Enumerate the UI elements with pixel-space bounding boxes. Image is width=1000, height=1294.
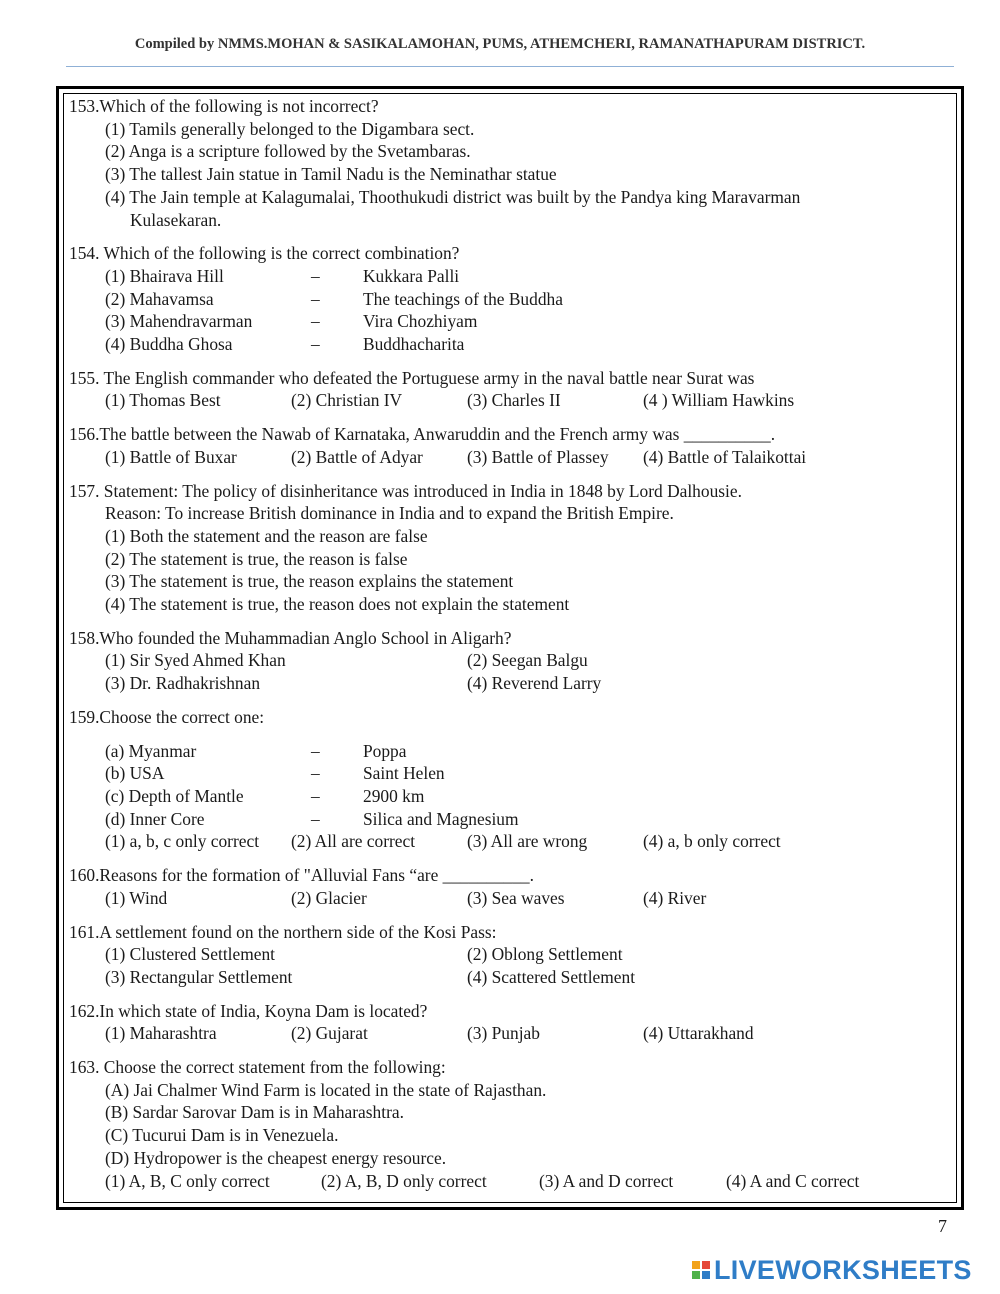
option: (1) Battle of Buxar bbox=[105, 446, 237, 467]
option: (3) Sea waves bbox=[467, 887, 565, 908]
match-left: (b) USA bbox=[105, 763, 165, 784]
match-dash: – bbox=[311, 808, 320, 829]
question-text: 162.In which state of India, Koyna Dam is located? bbox=[69, 1000, 428, 1021]
match-left: (2) Mahavamsa bbox=[105, 288, 214, 309]
option: (4) River bbox=[643, 887, 707, 908]
questions-container bbox=[69, 95, 949, 1203]
question-text: 163. Choose the correct statement from the following: bbox=[69, 1057, 446, 1078]
match-left: (d) Inner Core bbox=[105, 808, 205, 829]
option: (4 ) William Hawkins bbox=[643, 390, 795, 411]
option: (3) Dr. Radhakrishnan bbox=[105, 673, 261, 694]
option: (3) A and D correct bbox=[539, 1170, 674, 1191]
match-right: Poppa bbox=[363, 740, 407, 761]
options-row bbox=[69, 966, 949, 989]
options-row bbox=[69, 1022, 949, 1045]
option: (2) Oblong Settlement bbox=[467, 944, 623, 965]
match-right: Kukkara Palli bbox=[363, 265, 460, 286]
option: (2) Gujarat bbox=[291, 1023, 368, 1044]
match-row bbox=[69, 265, 949, 288]
option: (2) Anga is a scripture followed by the Svetambaras. bbox=[105, 141, 471, 162]
question-text: 157. Statement: The policy of disinheritance was introduced in India in 1848 by Lord Dalhousie. bbox=[69, 480, 742, 501]
options-row bbox=[69, 446, 949, 469]
match-dash: – bbox=[311, 288, 320, 309]
option: (3) The statement is true, the reason explains the statement bbox=[105, 571, 514, 592]
option: (2) Glacier bbox=[291, 887, 367, 908]
option: (2) The statement is true, the reason is false bbox=[105, 548, 408, 569]
liveworksheets-logo-text: LIVEWORKSHEETS bbox=[714, 1254, 972, 1285]
option: (4) Reverend Larry bbox=[467, 673, 602, 694]
match-dash: – bbox=[311, 785, 320, 806]
option: (3) Rectangular Settlement bbox=[105, 966, 293, 987]
option: (1) A, B, C only correct bbox=[105, 1170, 270, 1191]
option: (3) Charles II bbox=[467, 390, 561, 411]
reason-text: Reason: To increase British dominance in India and to expand the British Empire. bbox=[105, 503, 674, 524]
statement: (D) Hydropower is the cheapest energy resource. bbox=[105, 1147, 447, 1168]
options-row bbox=[69, 943, 949, 966]
match-dash: – bbox=[311, 311, 320, 332]
option: (1) Maharashtra bbox=[105, 1023, 217, 1044]
match-left: (a) Myanmar bbox=[105, 740, 197, 761]
question-161 bbox=[69, 921, 949, 989]
match-right: Vira Chozhiyam bbox=[363, 311, 478, 332]
question-157 bbox=[69, 480, 949, 616]
question-154 bbox=[69, 242, 949, 356]
question-163 bbox=[69, 1056, 949, 1192]
match-row bbox=[69, 310, 949, 333]
match-dash: – bbox=[311, 763, 320, 784]
question-160 bbox=[69, 864, 949, 909]
option: (2) Seegan Balgu bbox=[467, 650, 588, 671]
match-right: 2900 km bbox=[363, 785, 425, 806]
question-text: 153.Which of the following is not incorrect? bbox=[69, 96, 379, 116]
option: (4) Battle of Talaikottai bbox=[643, 446, 807, 467]
option: (3) All are wrong bbox=[467, 831, 588, 852]
match-right: Saint Helen bbox=[363, 763, 445, 784]
option: (1) Sir Syed Ahmed Khan bbox=[105, 650, 286, 671]
question-153 bbox=[69, 95, 949, 231]
match-row bbox=[69, 785, 949, 808]
option: (3) The tallest Jain statue in Tamil Nadu is the Neminathar statue bbox=[105, 164, 557, 185]
match-row bbox=[69, 740, 949, 763]
question-text: 156.The battle between the Nawab of Karnataka, Anwaruddin and the French army was __________. bbox=[69, 424, 776, 445]
match-left: (4) Buddha Ghosa bbox=[105, 334, 233, 355]
question-155 bbox=[69, 367, 949, 412]
question-text: 161.A settlement found on the northern side of the Kosi Pass: bbox=[69, 921, 497, 942]
question-text: 159.Choose the correct one: bbox=[69, 706, 265, 727]
option: (4) a, b only correct bbox=[643, 831, 781, 852]
question-text: 160.Reasons for the formation of "Alluvial Fans “are __________. bbox=[69, 865, 534, 886]
question-text: 154. Which of the following is the correct combination? bbox=[69, 243, 460, 264]
match-right: Buddhacharita bbox=[363, 334, 465, 355]
option: (4) Uttarakhand bbox=[643, 1023, 754, 1044]
option: (1) a, b, c only correct bbox=[105, 831, 260, 852]
match-row bbox=[69, 288, 949, 311]
options-row bbox=[69, 389, 949, 412]
match-dash: – bbox=[311, 740, 320, 761]
match-row bbox=[69, 333, 949, 356]
match-left: (c) Depth of Mantle bbox=[105, 785, 244, 806]
option: (4) A and C correct bbox=[726, 1170, 860, 1191]
statement: (A) Jai Chalmer Wind Farm is located in the state of Rajasthan. bbox=[105, 1079, 547, 1100]
option: (1) Thomas Best bbox=[105, 390, 221, 411]
option: (4) The Jain temple at Kalagumalai, Thoothukudi district was built by the Pandya king Maravarman bbox=[105, 186, 801, 207]
liveworksheets-logo-icon bbox=[692, 1261, 710, 1279]
question-text: 158.Who founded the Muhammadian Anglo School in Aligarh? bbox=[69, 627, 512, 648]
option: (3) Battle of Plassey bbox=[467, 446, 609, 467]
liveworksheets-logo bbox=[692, 1255, 972, 1285]
options-row bbox=[69, 649, 949, 672]
option: (2) Battle of Adyar bbox=[291, 446, 423, 467]
match-dash: – bbox=[311, 334, 320, 355]
question-156 bbox=[69, 423, 949, 468]
statement: (C) Tucurui Dam is in Venezuela. bbox=[105, 1125, 339, 1146]
question-162 bbox=[69, 1000, 949, 1045]
option: (2) All are correct bbox=[291, 831, 416, 852]
options-row bbox=[69, 1170, 949, 1193]
page-number: 7 bbox=[938, 1216, 947, 1236]
match-right: Silica and Magnesium bbox=[363, 808, 519, 829]
option: (1) Tamils generally belonged to the Digambara sect. bbox=[105, 118, 475, 139]
option: (2) Christian IV bbox=[291, 390, 403, 411]
match-row bbox=[69, 808, 949, 831]
question-text: 155. The English commander who defeated the Portuguese army in the naval battle near Surat was bbox=[69, 367, 755, 388]
option: (1) Wind bbox=[105, 887, 168, 908]
options-row bbox=[69, 887, 949, 910]
match-right: The teachings of the Buddha bbox=[363, 288, 563, 309]
option: (1) Both the statement and the reason are false bbox=[105, 525, 428, 546]
match-left: (3) Mahendravarman bbox=[105, 311, 253, 332]
header-divider bbox=[66, 66, 954, 67]
option: (4) Scattered Settlement bbox=[467, 966, 636, 987]
option: (3) Punjab bbox=[467, 1023, 540, 1044]
match-dash: – bbox=[311, 265, 320, 286]
question-158 bbox=[69, 627, 949, 695]
statement: (B) Sardar Sarovar Dam is in Maharashtra. bbox=[105, 1102, 404, 1123]
match-row bbox=[69, 762, 949, 785]
question-159 bbox=[69, 706, 949, 853]
option: (2) A, B, D only correct bbox=[321, 1170, 487, 1191]
option: (1) Clustered Settlement bbox=[105, 944, 276, 965]
options-row bbox=[69, 672, 949, 695]
option-continuation: Kulasekaran. bbox=[130, 209, 222, 230]
option: (4) The statement is true, the reason does not explain the statement bbox=[105, 594, 570, 615]
options-row bbox=[69, 830, 949, 853]
page-header: Compiled by NMMS.MOHAN & SASIKALAMOHAN, PUMS, ATHEMCHERI, RAMANATHAPURAM DISTRICT. bbox=[134, 36, 866, 52]
match-left: (1) Bhairava Hill bbox=[105, 265, 224, 286]
